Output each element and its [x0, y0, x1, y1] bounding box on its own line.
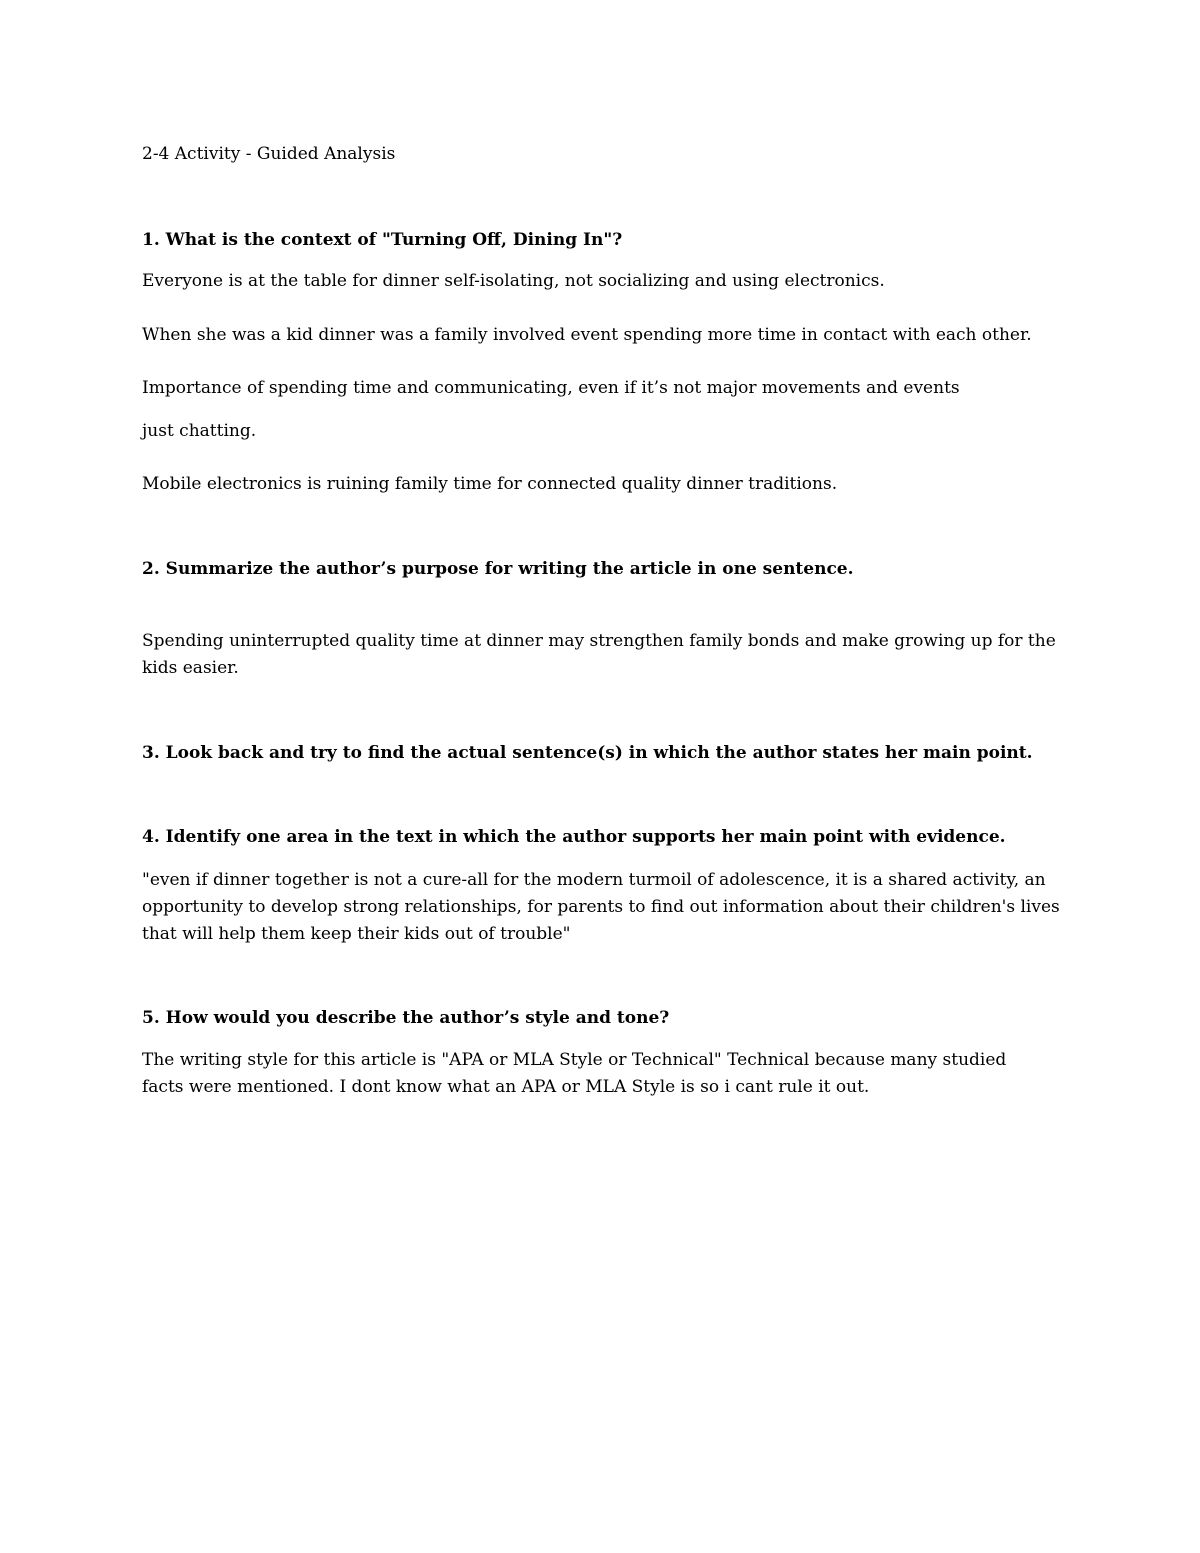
answer-2-line-2: kids easier.: [142, 658, 239, 678]
answer-4-line-1: "even if dinner together is not a cure-all for the modern turmoil of adolescence, it is a shared activity, an: [142, 870, 1046, 890]
answer-1-line-2: When she was a kid dinner was a family involved event spending more time in contact with each other.: [142, 325, 1032, 345]
answer-4-line-2: opportunity to develop strong relationships, for parents to find out information about their children's lives: [142, 897, 1060, 917]
document-title: 2-4 Activity - Guided Analysis: [142, 144, 396, 164]
answer-2-line-1: Spending uninterrupted quality time at dinner may strengthen family bonds and make growing up for the: [142, 631, 1056, 651]
answer-1-line-1: Everyone is at the table for dinner self-isolating, not socializing and using electronics.: [142, 271, 885, 291]
question-3: 3. Look back and try to find the actual sentence(s) in which the author states her main point.: [142, 743, 1033, 763]
answer-5-line-2: facts were mentioned. I dont know what an APA or MLA Style is so i cant rule it out.: [142, 1077, 870, 1097]
answer-4-line-3: that will help them keep their kids out of trouble": [142, 924, 571, 944]
answer-1-line-5: Mobile electronics is ruining family time for connected quality dinner traditions.: [142, 474, 838, 494]
question-5: 5. How would you describe the author’s style and tone?: [142, 1008, 670, 1028]
question-1: 1. What is the context of "Turning Off, Dining In"?: [142, 230, 623, 250]
answer-5-line-1: The writing style for this article is "APA or MLA Style or Technical" Technical because many studied: [142, 1050, 1007, 1070]
question-4: 4. Identify one area in the text in which the author supports her main point with evidence.: [142, 827, 1006, 847]
answer-1-line-3: Importance of spending time and communicating, even if it’s not major movements and events: [142, 378, 960, 398]
answer-1-line-4: just chatting.: [142, 421, 257, 441]
question-2: 2. Summarize the author’s purpose for writing the article in one sentence.: [142, 559, 854, 579]
